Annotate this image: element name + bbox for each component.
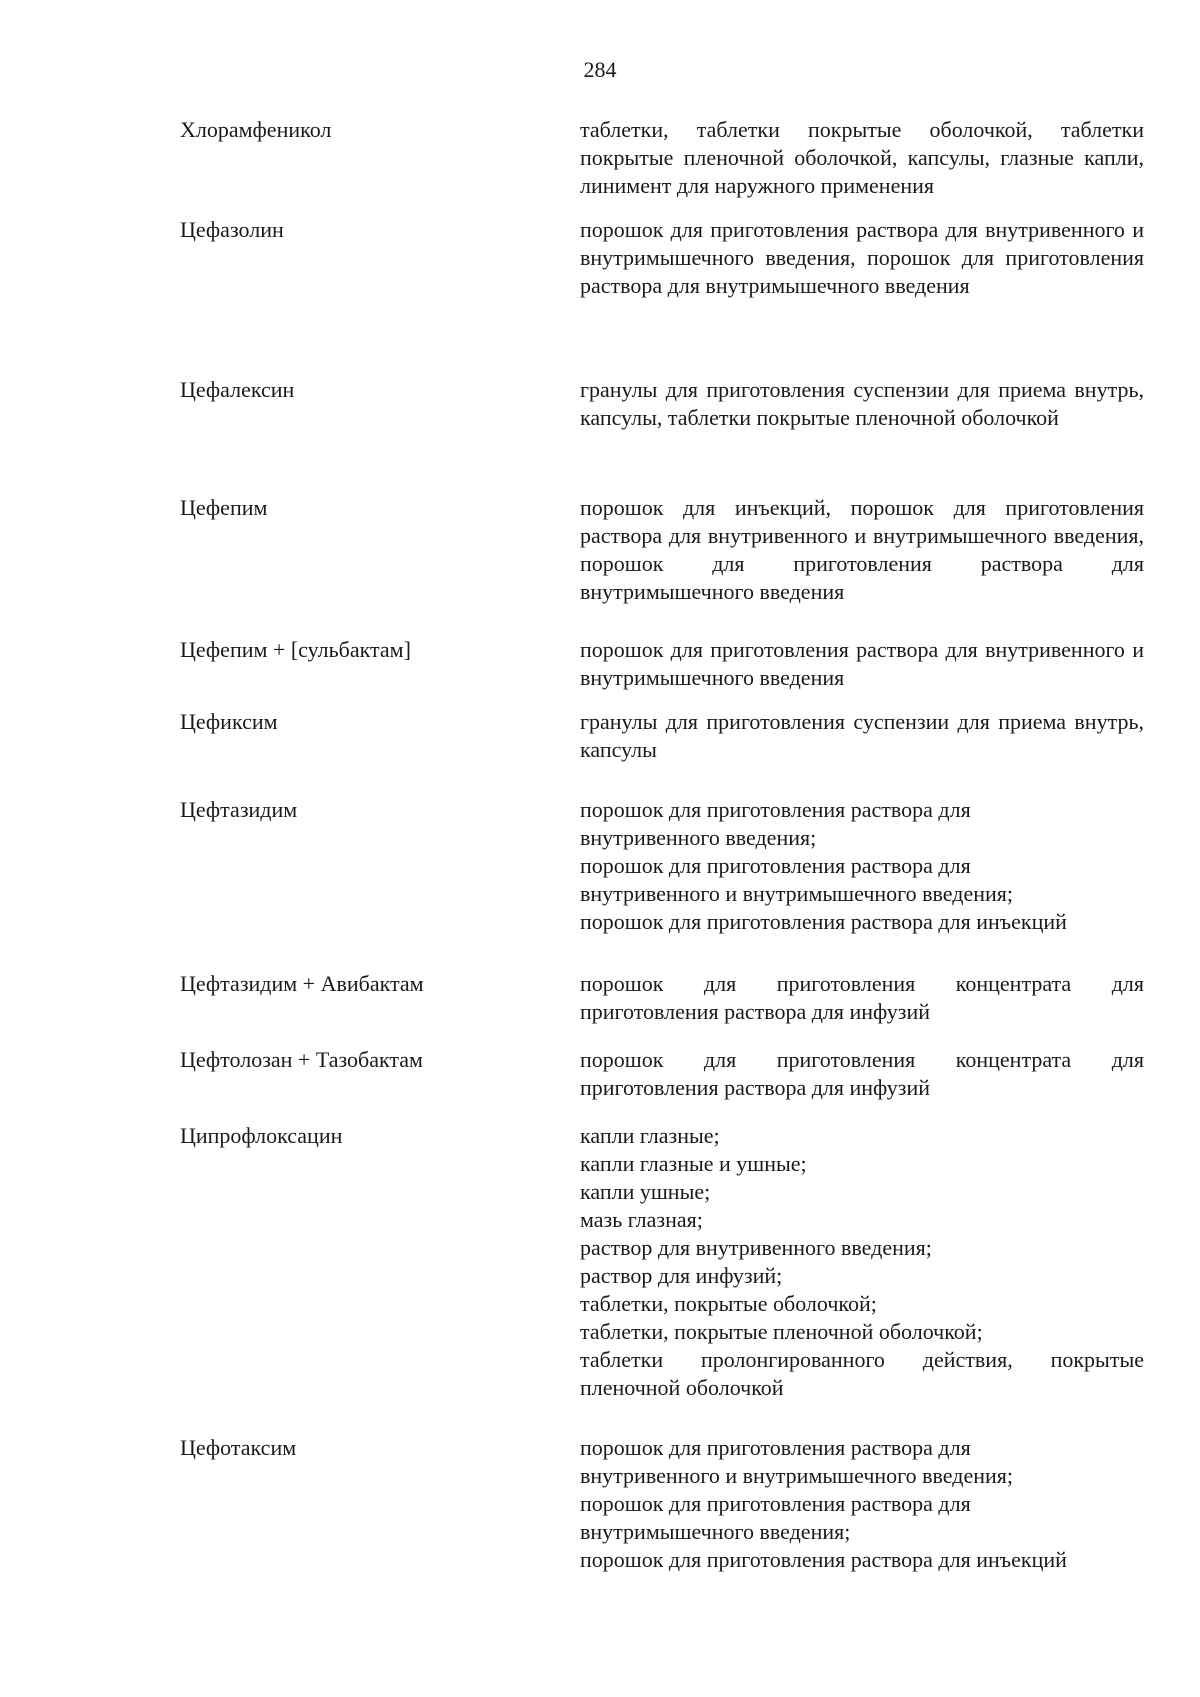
drug-name: Цефтолозан + Тазобактам [180,1047,423,1072]
drug-forms: таблетки, таблетки покрытые оболочкой, таблетки покрытые пленочной оболочкой, капсулы, глазные капли, линимент для наружного применения [580,117,1144,198]
form-line: мазь глазная; [580,1207,703,1232]
drug-forms: порошок для приготовления раствора для внутривенного и внутримышечного введения [580,637,1144,690]
form-line: раствор для инфузий; [580,1263,783,1288]
form-line: таблетки, покрытые оболочкой; [580,1291,877,1316]
drug-forms [580,796,1144,936]
form-line: внутривенного и внутримышечного введения; [580,881,1013,906]
drug-forms: порошок для приготовления концентрата для приготовления раствора для инфузий [580,971,1144,1024]
form-line: внутривенного введения; [580,825,817,850]
form-line: таблетки, покрытые пленочной оболочкой; [580,1319,983,1344]
drug-name: Цефтазидим [180,797,298,822]
drug-name: Цефепим [180,495,268,520]
form-paragraph: таблетки пролонгированного действия, покрытые пленочной оболочкой [580,1347,1144,1400]
form-line: порошок для приготовления раствора для инъекций [580,909,1067,934]
form-line: капли глазные; [580,1123,720,1148]
drug-name: Цефотаксим [180,1435,297,1460]
drug-name: Ципрофлоксацин [180,1123,343,1148]
drug-forms: гранулы для приготовления суспензии для приема внутрь, капсулы [580,709,1144,762]
drug-forms: порошок для приготовления раствора для внутривенного и внутримышечного введения, порошок для приготовления раствора для внутримышечного введения [580,217,1144,298]
form-line: порошок для приготовления раствора для [580,1491,971,1516]
drug-name: Цефиксим [180,709,278,734]
form-line: порошок для приготовления раствора для [580,1435,971,1460]
drug-name: Цефепим + [сульбактам] [180,637,411,662]
form-line: внутримышечного введения; [580,1519,851,1544]
drug-name: Цефтазидим + Авибактам [180,971,424,996]
form-line: порошок для приготовления раствора для [580,853,971,878]
form-line: порошок для приготовления раствора для [580,797,971,822]
form-line: раствор для внутривенного введения; [580,1235,932,1260]
drug-forms: порошок для приготовления концентрата для приготовления раствора для инфузий [580,1047,1144,1100]
page-number: 284 [583,57,617,82]
drug-name: Цефазолин [180,217,284,242]
drug-name: Хлорамфеникол [180,117,332,142]
form-line: капли глазные и ушные; [580,1151,807,1176]
drug-forms [580,1122,1144,1402]
drug-name: Цефалексин [180,377,295,402]
drug-forms: порошок для инъекций, порошок для приготовления раствора для внутривенного и внутримышечного введения, порошок для приготовления раствора для внутримышечного введения [580,495,1144,604]
drug-forms [580,1434,1144,1574]
form-line: капли ушные; [580,1179,711,1204]
form-line: внутривенного и внутримышечного введения; [580,1463,1013,1488]
drug-forms: гранулы для приготовления суспензии для приема внутрь, капсулы, таблетки покрытые пленочной оболочкой [580,377,1144,430]
form-line: порошок для приготовления раствора для инъекций [580,1547,1067,1572]
